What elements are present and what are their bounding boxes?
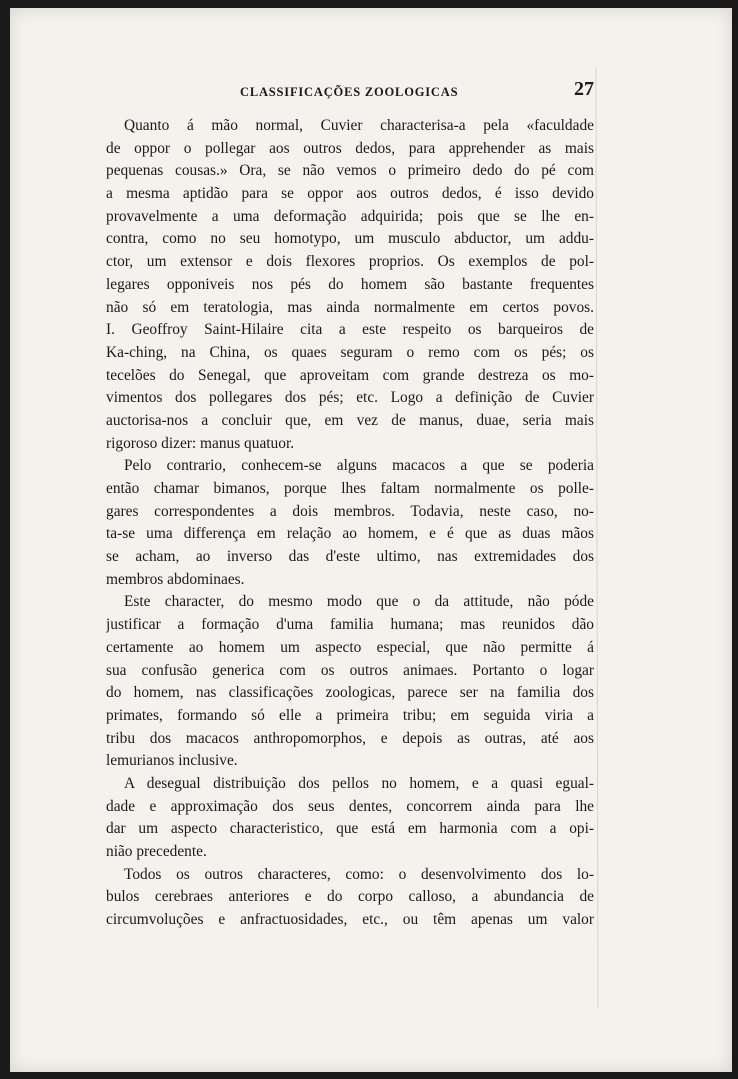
text-line: Este character, do mesmo modo que o da attitude, não póde xyxy=(124,593,594,611)
text-line: se acham, ao inverso das d'este ultimo, nas extremidades dos xyxy=(106,548,594,566)
text-line: membros abdominaes. xyxy=(106,570,245,588)
text-line: Ka-ching, na China, os quaes seguram o remo com os pés; os xyxy=(106,343,594,361)
fold-line xyxy=(596,68,598,1008)
text-line: auctorisa-nos a concluir que, em vez de manus, duae, seria mais xyxy=(106,411,594,429)
text-line: circumvoluções e anfractuosidades, etc., ou têm apenas um valor xyxy=(106,911,594,929)
running-title: CLASSIFICAÇÕES ZOOLOGICAS xyxy=(240,85,459,99)
text-line: Quanto á mão normal, Cuvier characterisa-a pela «faculdade xyxy=(124,117,594,134)
text-line: ta-se uma differença em relação ao homem, e é que as duas mãos xyxy=(106,525,594,543)
text-line: Todos os outros characteres, como: o desenvolvimento dos lo- xyxy=(124,865,594,883)
paragraph xyxy=(106,115,594,455)
text-line: justificar a formação d'uma familia humana; mas reunidos dão xyxy=(106,616,594,634)
text-line: I. Geoffroy Saint-Hilaire cita a este respeito os barqueiros de xyxy=(106,321,594,339)
text-line: legares opponiveis nos pés do homem são bastante frequentes xyxy=(106,275,594,293)
text-line: A desegual distribuição dos pellos no homem, e a quasi egual- xyxy=(124,774,594,792)
text-line: contra, como no seu homotypo, um musculo abductor, um addu- xyxy=(106,230,594,248)
text-line: tribu dos macacos anthropomorphos, e depois as outras, até aos xyxy=(106,729,594,747)
page-number: 27 xyxy=(574,78,594,100)
text-line: do homem, nas classificações zoologicas, parece ser na familia dos xyxy=(106,684,594,702)
text-line: pequenas cousas.» Ora, se não vemos o primeiro dedo do pé com xyxy=(106,162,594,180)
text-line: primates, formando só elle a primeira tribu; em seguida viria a xyxy=(106,706,594,724)
text-line: dade e approximação dos seus dentes, concorrem ainda para lhe xyxy=(106,797,594,815)
text-line: ctor, um extensor e dois flexores proprios. Os exemplos de pol- xyxy=(106,253,594,271)
text-line: bulos cerebraes anteriores e do corpo calloso, a abundancia de xyxy=(106,888,594,906)
paragraph xyxy=(106,773,594,864)
paragraph xyxy=(106,455,594,591)
paragraph xyxy=(106,591,594,773)
text-line: gares correspondentes a dois membros. Todavia, neste caso, no- xyxy=(106,502,594,520)
text-line: certamente ao homem um aspecto especial, que não permitte á xyxy=(106,638,594,656)
text-line: lemurianos inclusive. xyxy=(106,752,238,770)
text-line: a mesma aptidão para se oppor aos outros dedos, é isso devido xyxy=(106,185,594,203)
page-header xyxy=(106,78,594,110)
body-text xyxy=(106,115,594,932)
text-line: nião precedente. xyxy=(106,843,207,860)
text-line: não só em teratologia, mas ainda normalmente em certos povos. xyxy=(106,298,594,316)
text-line: provavelmente a uma deformação adquirida; pois que se lhe en- xyxy=(106,207,594,225)
paragraph xyxy=(106,864,594,932)
text-line: tecelões do Senegal, que aproveitam com grande destreza os mo- xyxy=(106,366,594,384)
text-line: sua confusão generica com os outros animaes. Portanto o logar xyxy=(106,661,594,679)
text-line: Pelo contrario, conhecem-se alguns macacos a que se poderia xyxy=(124,457,594,475)
text-line: vimentos dos pollegares dos pés; etc. Logo a definição de Cuvier xyxy=(106,389,594,407)
text-line: dar um aspecto characteristico, que está em harmonia com a opi- xyxy=(106,820,594,838)
book-page xyxy=(10,8,732,1072)
text-line: rigoroso dizer: manus quatuor. xyxy=(106,434,295,452)
text-line: de oppor o pollegar aos outros dedos, para apprehender as mais xyxy=(106,139,594,157)
text-line: então chamar bimanos, porque lhes faltam normalmente os polle- xyxy=(106,480,594,497)
